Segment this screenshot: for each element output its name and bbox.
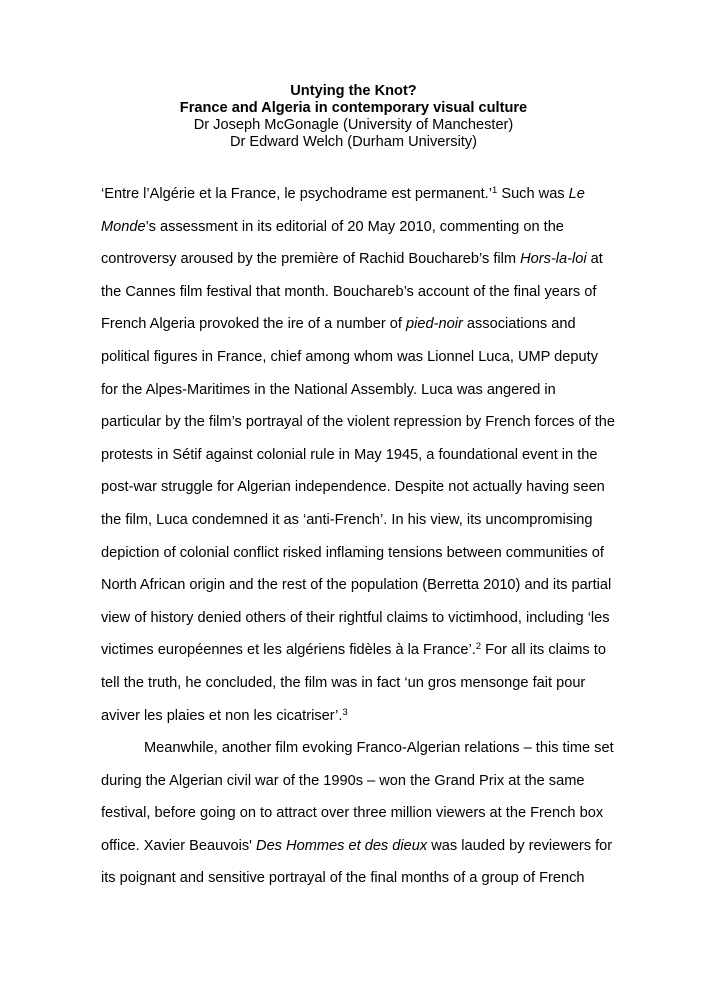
author-line-1: Dr Joseph McGonagle (University of Manchester) — [193, 117, 514, 133]
text-line: aviver les plaies et non les cicatriser’.$^3$ — [101, 706, 348, 724]
footnote-marker-1[interactable]: 1 — [491, 185, 498, 196]
text-line: during the Algerian civil war of the 1990s – won the Grand Prix at the same — [101, 772, 585, 789]
text-line: depiction of colonial conflict risked inflaming tensions between communities of — [101, 544, 604, 561]
title-block — [0, 83, 707, 151]
text-line: controversy aroused by the première of Rachid Bouchareb’s film Hors-la-loi at — [101, 251, 603, 268]
body-text — [101, 178, 615, 895]
text-line: festival, before going on to attract over three million viewers at the French box — [101, 805, 604, 822]
paper-subtitle: France and Algeria in contemporary visual culture — [179, 100, 528, 116]
text-line: the film, Luca condemned it as ‘anti-French’. In his view, its uncompromising — [101, 511, 593, 528]
footnote-marker-2[interactable]: 2 — [475, 641, 482, 653]
text-line: Meanwhile, another film evoking Franco-Algerian relations – this time set — [144, 740, 614, 757]
text-line: ‘Entre l’Algérie et la France, le psychodrame est permanent.’$^1$ Such was Le — [101, 185, 585, 202]
paper-title: Untying the Knot? — [290, 83, 417, 99]
text-line: tell the truth, he concluded, the film was in fact ‘un gros mensonge fait pour — [101, 674, 586, 691]
text-line: North African origin and the rest of the population (Berretta 2010) and its partial — [101, 577, 612, 594]
text-line: particular by the film’s portrayal of the violent repression by French forces of the — [101, 414, 615, 431]
author-line-2: Dr Edward Welch (Durham University) — [229, 134, 478, 150]
text-line: for the Alpes-Maritimes in the National Assembly. Luca was angered in — [101, 381, 556, 398]
footnote-marker-3[interactable]: 3 — [342, 706, 348, 718]
text-line: victimes européennes et les algériens fidèles à la France’.$^2$ For all its claims to — [101, 641, 606, 659]
text-line: French Algeria provoked the ire of a number of pied-noir associations and — [101, 316, 576, 333]
text-line: the Cannes film festival that month. Bouchareb’s account of the final years of — [101, 283, 597, 300]
text-line: Monde’s assessment in its editorial of 20 May 2010, commenting on the — [101, 218, 564, 235]
text-line: protests in Sétif against colonial rule in May 1945, a foundational event in the — [101, 446, 598, 463]
text-line: its poignant and sensitive portrayal of the final months of a group of French — [101, 870, 585, 887]
text-line: office. Xavier Beauvois' Des Hommes et des dieux was lauded by reviewers for — [101, 837, 613, 854]
text-line: political figures in France, chief among whom was Lionnel Luca, UMP deputy — [101, 348, 598, 365]
text-line: post-war struggle for Algerian independence. Despite not actually having seen — [101, 479, 605, 496]
text-line: view of history denied others of their rightful claims to victimhood, including ‘les — [101, 609, 610, 626]
